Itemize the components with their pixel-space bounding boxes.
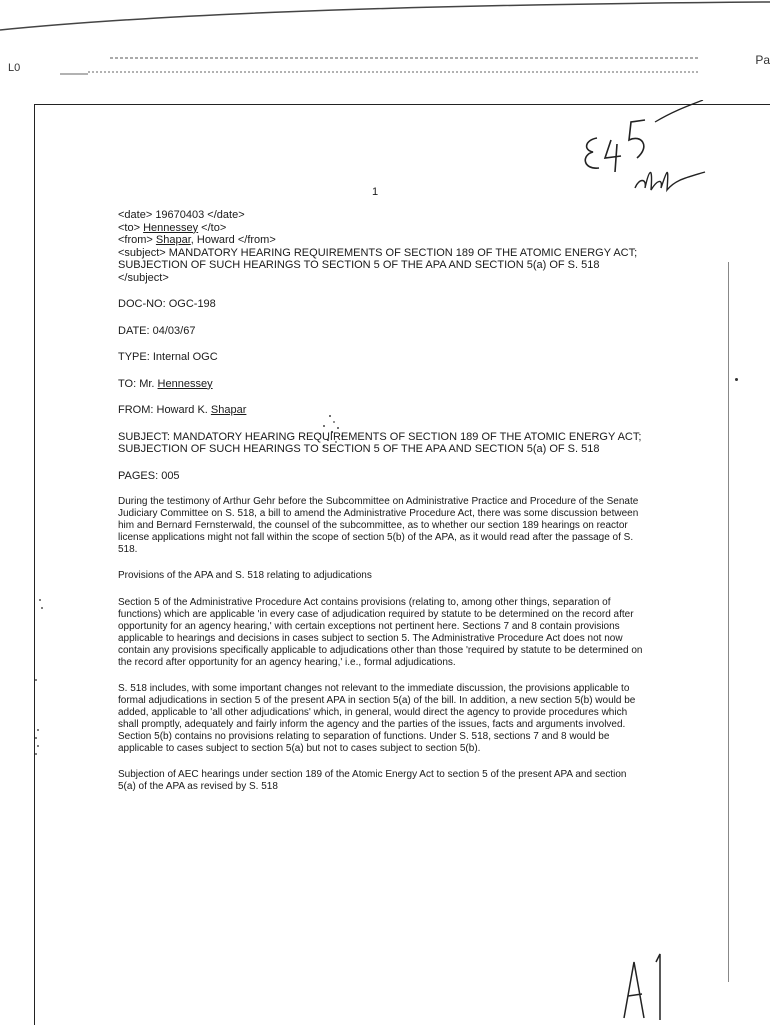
field-from: FROM: Howard K. Shapar (118, 404, 247, 416)
meta-to: <to> Hennessey </to> (118, 221, 227, 234)
paragraph-2: Section 5 of the Administrative Procedure Act contains provisions (relating to, among other things, separation of functions) which are applicable 'in every case of adjudication required by statute to be determined on the record after opportunity for an agency hearing,' with certain exceptions not pertinent here. Sections 7 and 8 contain provisions applicable to hearings and decisions in cases subject to section 5. The Administrative Procedure Act does not now contain any provisions specifically applicable to adjudications other than those 'required by statute to be determined on the record after opportunity for an agency hearing,' i.e., formal adjudications. (118, 596, 643, 668)
meta-from: <from> Shapar, Howard </from> (118, 234, 276, 246)
field-doc-no: DOC-NO: OGC-198 (118, 298, 216, 310)
field-type: TYPE: Internal OGC (118, 351, 218, 363)
field-to-name: Hennessey (157, 377, 213, 390)
meta-date: <date> 19670403 </date> (118, 209, 245, 221)
page-number: 1 (372, 186, 379, 198)
document-body (118, 209, 643, 793)
section-heading-1: Provisions of the APA and S. 518 relating to adjudications (118, 570, 372, 581)
handwriting-bottom-text: A1 (620, 940, 622, 941)
handwritten-annotation-bottom (620, 940, 680, 1024)
field-to: TO: Mr. Hennessey (118, 377, 213, 390)
meta-to-name: Hennessey (143, 221, 199, 234)
corner-page-label: Pa (755, 53, 770, 67)
scan-top-edge (0, 0, 770, 40)
section-heading-2: Subjection of AEC hearings under section 189 of the Atomic Energy Act to section 5 of the present APA and section 5(a) of the APA as revised by S. 518 (118, 768, 627, 792)
field-subject: SUBJECT: MANDATORY HEARING REQUIREMENTS OF SECTION 189 OF THE ATOMIC ENERGY ACT; SUBJECTION OF SUCH HEARINGS TO SECTION 5 OF THE APA AND SECTION 5(a) OF S. 518 (118, 430, 642, 455)
field-date: DATE: 04/03/67 (118, 324, 196, 337)
meta-from-name: Shapar (155, 234, 191, 246)
field-pages: PAGES: 005 (118, 469, 180, 482)
paragraph-3: S. 518 includes, with some important changes not relevant to the immediate discussion, the provisions applicable to formal adjudications in section 5 of the present APA in section 5(a) of the bill. In addition, a new section 5(b) would be added, applicable to 'all other adjudications' which, in general, would direct the agency to provide procedures which shall promptly, adequately and fairly inform the agency and the parties of the issues, facts and arguments involved. Section 5(b) contains no provisions relating to separation of functions. Under S. 518, sections 7 and 8 would be applicable to cases subject to section 5(a) but not to cases subject to section 5(b). (118, 682, 636, 754)
handwriting-top-text: E45 dd (575, 100, 579, 101)
speck (735, 378, 738, 381)
paragraph-1: During the testimony of Arthur Gehr before the Subcommittee on Administrative Practice and Procedure of the Senate Judiciary Committee on S. 518, a bill to amend the Administrative Procedure Act, there was some discussion between him and Bernard Fernsterwald, the counsel of the subcommittee, as to whether our section 189 hearings on reactor license applications might not fall within the scope of section 5(b) of the APA, as it would read after the passage of S. 518. (118, 496, 639, 555)
header-strip (0, 50, 770, 80)
field-from-name: Shapar (210, 404, 247, 416)
scan-margin-noise (30, 560, 50, 790)
handwritten-annotation-top (575, 100, 735, 200)
right-margin-rule (728, 262, 729, 982)
corner-mark: L0 (8, 62, 21, 74)
meta-subject: <subject> MANDATORY HEARING REQUIREMENTS OF SECTION 189 OF THE ATOMIC ENERGY ACT; SUBJECTION OF SUCH HEARINGS TO SECTION 5 OF THE APA AND SECTION 5(a) OF S. 518 </subject> (118, 246, 638, 284)
